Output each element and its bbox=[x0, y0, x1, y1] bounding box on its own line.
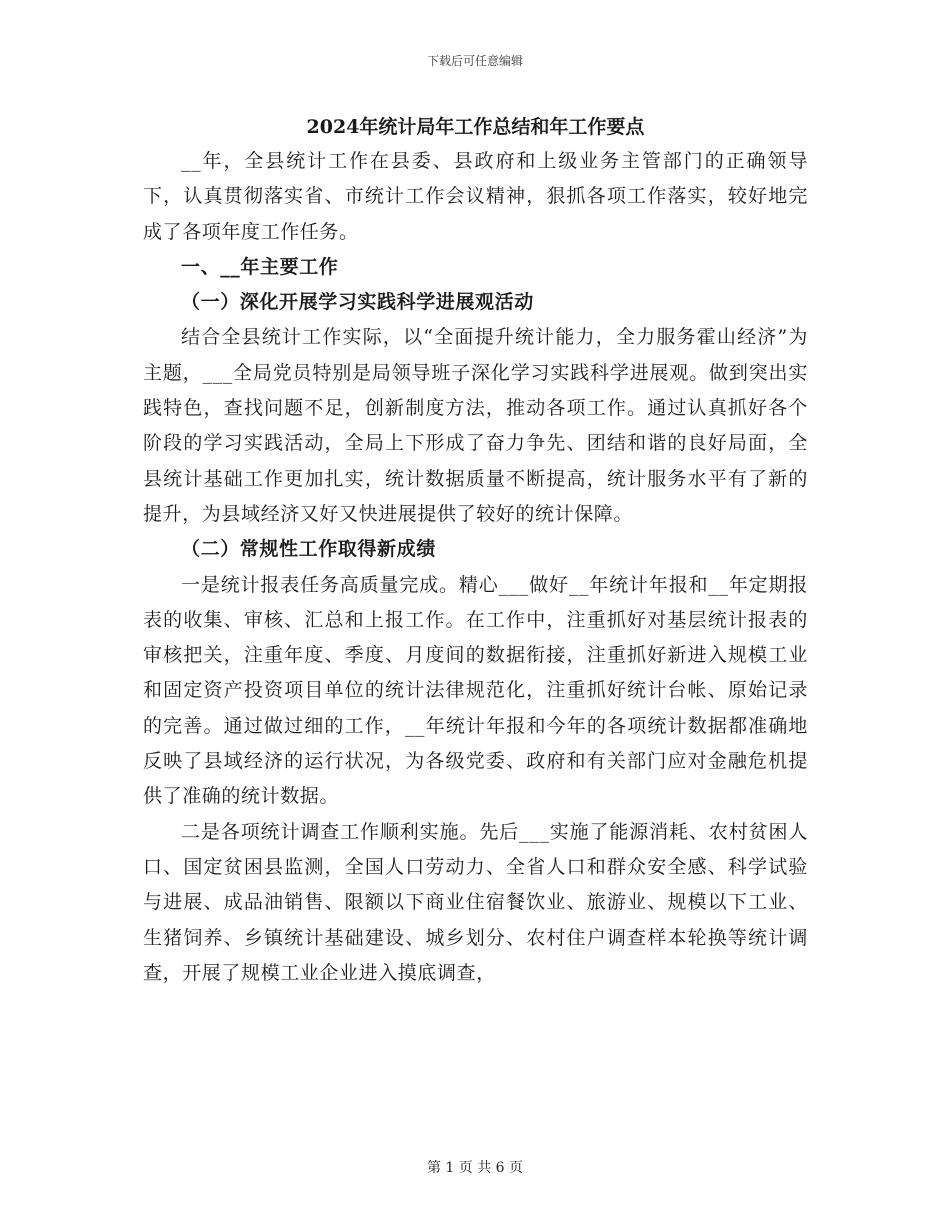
section-heading-1: 一、__年主要工作 bbox=[181, 255, 339, 278]
subsection-heading-1: （一）深化开展学习实践科学进展观活动 bbox=[181, 291, 534, 314]
document-body bbox=[143, 112, 808, 991]
subsection-heading-2: （二）常规性工作取得新成绩 bbox=[181, 538, 436, 561]
page-footer: 第 1 页 共 6 页 bbox=[426, 1160, 524, 1176]
header-note: 下载后可任意编辑 bbox=[426, 54, 523, 68]
document-title: 2024年统计局年工作总结和年工作要点 bbox=[306, 116, 645, 138]
intro-paragraph: __年，全县统计工作在县委、县政府和上级业务主管部门的正确领导下，认真贯彻落实省、市统计工作会议精神，狠抓各项工作落实，较好地完成了各项年度工作任务。 bbox=[143, 150, 808, 243]
subsection-2-paragraph-2: 二是各项统计调查工作顺利实施。先后___实施了能源消耗、农村贫困人口、国定贫困县监测，全国人口劳动力、全省人口和群众安全感、科学试验与进展、成品油销售、限额以下商业住宿餐饮业、旅游业、规模以下工业、生猪饲养、乡镇统计基础建设、城乡划分、农村住户调查样本轮换等统计调查，开展了规模工业企业进入摸底调查， bbox=[143, 820, 808, 984]
subsection-1-paragraph: 结合全县统计工作实际，以“全面提升统计能力，全力服务霍山经济”为主题，___全局党员特别是局领导班子深化学习实践科学进展观。做到突出实践特色，查找问题不足，创新制度方法，推动各项工作。通过认真抓好各个阶段的学习实践活动，全局上下形成了奋力争先、团结和谐的良好局面，全县统计基础工作更加扎实，统计数据质量不断提高，统计服务水平有了新的提升，为县域经济又好又快进展提供了较好的统计保障。 bbox=[143, 326, 808, 525]
subsection-2-paragraph-1: 一是统计报表任务高质量完成。精心___做好__年统计年报和__年定期报表的收集、审核、汇总和上报工作。在工作中，注重抓好对基层统计报表的审核把关，注重年度、季度、月度间的数据衔接，注重抓好新进入规模工业和固定资产投资项目单位的统计法律规范化，注重抓好统计台帐、原始记录的完善。通过做过细的工作，__年统计年报和今年的各项统计数据都准确地反映了县域经济的运行状况，为各级党委、政府和有关部门应对金融危机提供了准确的统计数据。 bbox=[143, 573, 808, 808]
